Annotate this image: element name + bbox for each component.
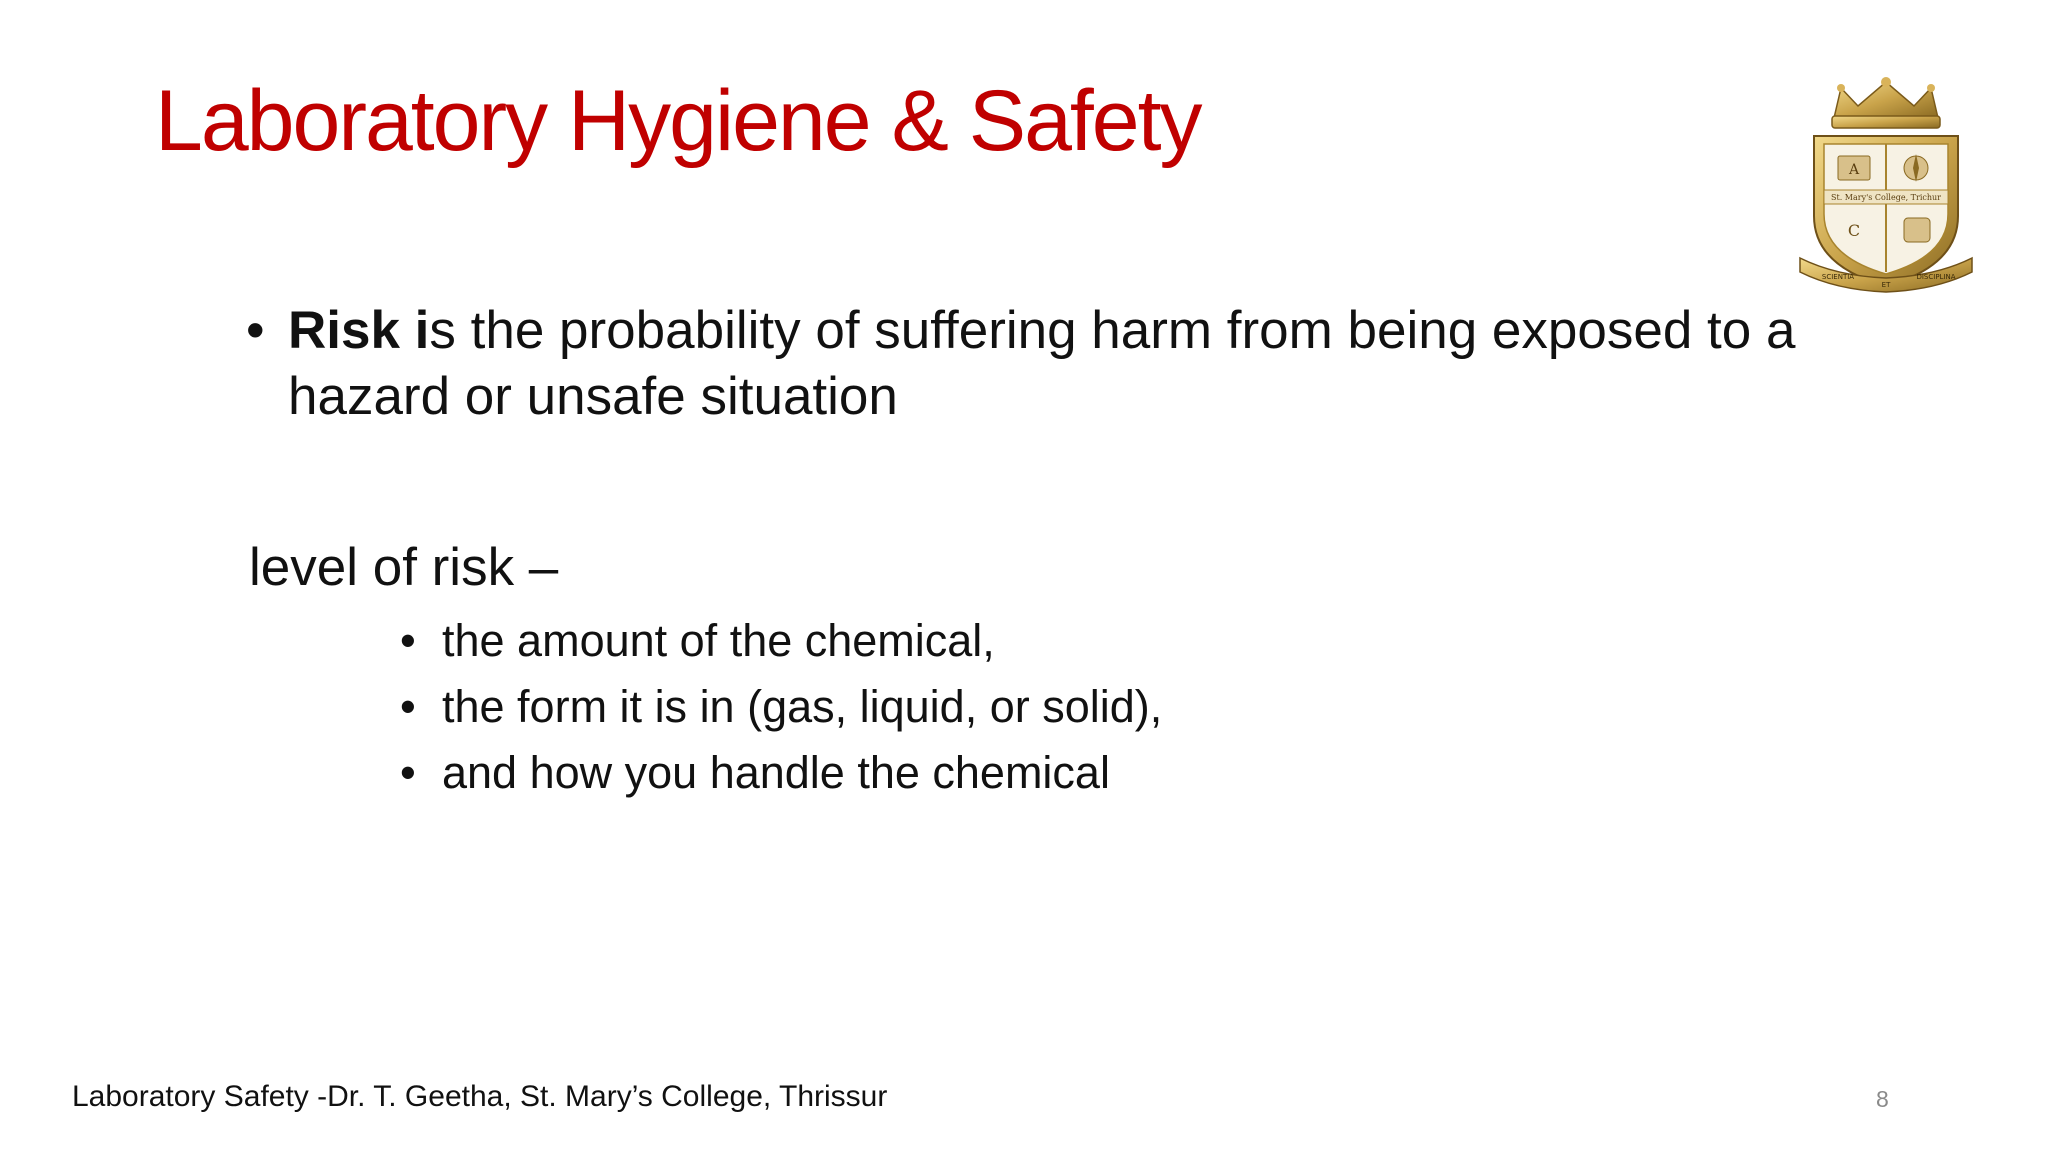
slide-title: Laboratory Hygiene & Safety (155, 73, 1201, 169)
svg-text:DISCIPLINA: DISCIPLINA (1916, 273, 1956, 281)
svg-text:C: C (1847, 221, 1861, 240)
svg-text:A: A (1848, 162, 1860, 178)
shield-icon (1814, 136, 1958, 286)
bullet-icon: • (400, 681, 416, 732)
bullet-icon: • (246, 301, 265, 360)
svg-text:ET: ET (1881, 281, 1891, 289)
college-crest-logo (1796, 76, 1976, 296)
crown-icon (1832, 77, 1940, 128)
risk-definition-rest: s the probability of suffering harm from being exposed to a hazard or unsafe situation (288, 301, 1796, 426)
svg-text:St. Mary's College, Trichur: St. Mary's College, Trichur (1831, 193, 1941, 202)
page-number: 8 (1876, 1086, 1889, 1112)
risk-factors-list (400, 608, 1162, 806)
list-item: • the form it is in (gas, liquid, or solid), (400, 674, 1162, 740)
bullet-icon: • (400, 747, 416, 798)
risk-term: Risk i (288, 301, 430, 360)
list-item: • the amount of the chemical, (400, 608, 1162, 674)
risk-definition-bullet (246, 298, 1806, 430)
list-item: • and how you handle the chemical (400, 740, 1162, 806)
slide-footer: Laboratory Safety -Dr. T. Geetha, St. Mary’s College, Thrissur (72, 1080, 888, 1113)
svg-text:SCIENTIA: SCIENTIA (1821, 273, 1855, 281)
risk-definition-text (288, 298, 1806, 430)
level-of-risk-heading: level of risk – (249, 538, 559, 597)
bullet-icon: • (400, 615, 416, 666)
